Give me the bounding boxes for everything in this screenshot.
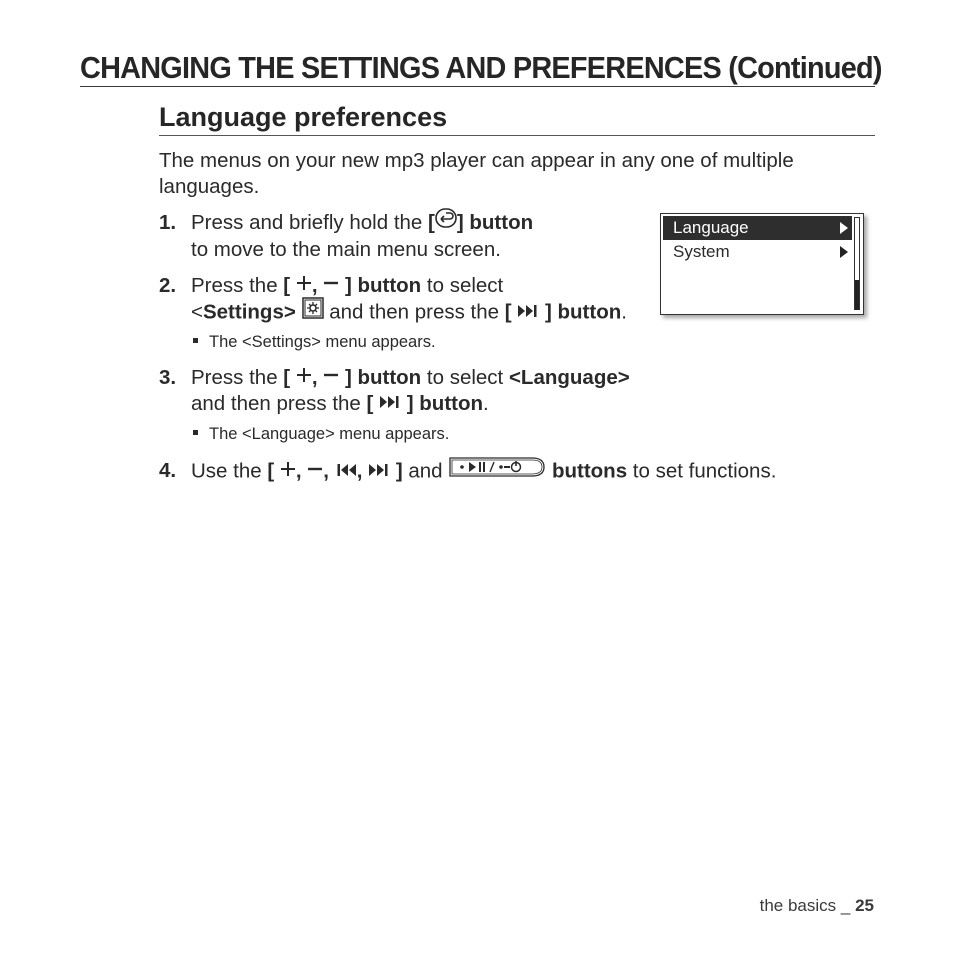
step-body (191, 458, 776, 487)
bullet-square-icon (193, 430, 198, 435)
page-title: CHANGING THE SETTINGS AND PREFERENCES (Continued) (80, 50, 882, 85)
bracket: [ (366, 392, 374, 416)
minus-icon (323, 364, 339, 390)
arrow-right-icon (840, 222, 848, 234)
step-text: and then press the (191, 392, 367, 416)
button-label: ] button (544, 301, 622, 324)
step-number: 1. (159, 211, 177, 234)
step-text: . (621, 301, 627, 324)
step-3-note (193, 424, 449, 444)
step-text: and (402, 459, 449, 483)
device-screen (660, 213, 864, 315)
step-text: and then press the (323, 301, 505, 324)
bracket: ] (395, 459, 403, 483)
footer-section: the basics _ (759, 896, 856, 915)
step-2-note (193, 332, 436, 352)
plus-icon (296, 364, 312, 390)
step-body (191, 273, 627, 328)
bracket: [ (267, 459, 275, 483)
plus-icon (280, 458, 296, 484)
separator: , (323, 459, 329, 483)
step-text: . (483, 392, 489, 416)
step-text: Use the (191, 459, 268, 483)
bracket: [ (283, 274, 291, 297)
separator: , (356, 459, 363, 483)
bracket: [ (428, 211, 435, 234)
screen-scrollbar (854, 217, 860, 310)
skip-forward-icon (517, 299, 539, 325)
menu-name: Settings> (202, 301, 296, 324)
button-label: ] button (456, 211, 534, 234)
step-text: to set functions. (627, 459, 777, 483)
section-title: Language preferences (159, 102, 448, 132)
step-number: 4. (159, 459, 177, 482)
step-body (191, 210, 533, 262)
intro-paragraph: The menus on your new mp3 player can appear in any one of multiple languages. (159, 149, 794, 198)
settings-icon (302, 297, 324, 326)
arrow-right-icon (840, 246, 848, 258)
page-number: 25 (855, 896, 874, 915)
button-label: ] button (344, 274, 422, 297)
step-text: < (191, 301, 203, 324)
separator: , (311, 366, 318, 389)
bracket: [ (504, 301, 512, 324)
minus-icon (323, 272, 339, 298)
button-label: ] button (406, 392, 484, 416)
menu-item-label: System (673, 242, 730, 261)
screen-menu-item-system (663, 240, 852, 264)
note-text: The <Settings> menu appears. (209, 333, 436, 351)
play-pause-button-icon (448, 456, 546, 485)
bullet-square-icon (193, 338, 198, 343)
separator: , (311, 274, 318, 297)
step-body (191, 365, 630, 418)
skip-back-icon (335, 458, 357, 484)
page-footer (760, 895, 874, 917)
step-text: to move to the main menu screen. (191, 237, 501, 261)
skip-forward-icon (368, 458, 390, 484)
button-label: buttons (551, 459, 628, 483)
button-label: ] button (344, 366, 422, 389)
title-divider (80, 86, 875, 87)
note-text: The <Language> menu appears. (209, 425, 450, 443)
screen-scrollbar-thumb (855, 280, 859, 310)
step-number: 3. (159, 366, 177, 389)
step-text: to select (421, 274, 504, 297)
menu-item-label: Language (673, 218, 749, 237)
menu-name: <Language> (508, 366, 630, 389)
step-text: Press the (191, 274, 284, 297)
minus-icon (307, 458, 323, 484)
skip-forward-icon (379, 390, 401, 416)
separator: , (295, 459, 302, 483)
step-text: Press the (191, 366, 284, 389)
plus-icon (296, 272, 312, 298)
step-number: 2. (159, 274, 177, 297)
back-arrow-icon (435, 208, 457, 235)
step-text: Press and briefly hold the (191, 211, 429, 234)
section-divider (159, 135, 875, 136)
bracket: [ (283, 366, 291, 389)
screen-menu-item-language (663, 216, 852, 240)
step-text: to select (421, 366, 509, 389)
